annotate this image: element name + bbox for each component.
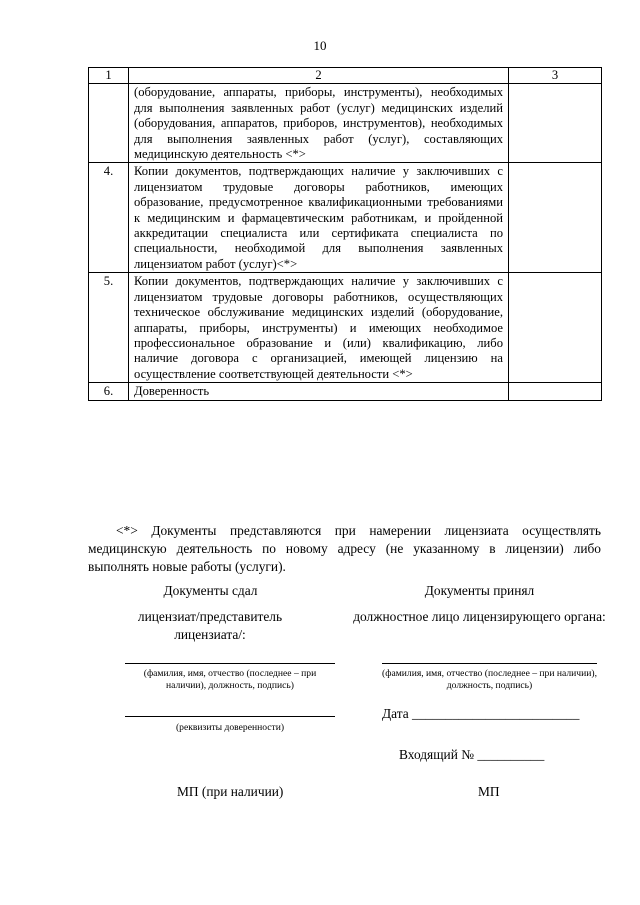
row-number: 6. [89,383,129,400]
row-number: 5. [89,273,129,383]
footnote: <*> Документы представляются при намерении лицензиата осуществлять медицинскую деятельность по новому адресу (не указанному в лицензии) либо выполнять новые работы (услуги). [88,523,601,574]
receiver-signature-line [382,663,597,664]
page-number: 10 [313,38,327,53]
submitter-role: лицензиат/представитель лицензиата/: [137,609,283,642]
row-col3 [509,273,602,383]
table-header-cell: 2 [129,68,509,84]
row-text: Копии документов, подтверждающих наличие у заключивших с лицензиатом трудовые договоры работников, имеющих образование, предусмотренное квалификационными требованиями к медицинским и фармацевтическим работникам, и пройденной аккредитации специалиста или сертификата специалиста по специальности, необходимой для выполнения заявленных лицензиатом работ (услуг)<*> [129,163,509,273]
receiver-role: должностное лицо лицензирующего органа: [353,609,606,624]
row-number [89,84,129,163]
row-col3 [509,383,602,400]
table-row [89,84,602,163]
table-header-cell: 3 [509,68,602,84]
row-number: 4. [89,163,129,273]
table-row [89,383,602,400]
documents-table [88,67,602,401]
submitter-signature-line [125,663,335,664]
row-col3 [509,163,602,273]
proxy-details-line [125,716,335,717]
table-header-cell: 1 [89,68,129,84]
row-text: Копии документов, подтверждающих наличие у заключивших с лицензиатом трудовые договоры работников, осуществляющих техническое обслуживание медицинских изделий (оборудование, аппараты, приборы, инструменты) и имеющих необходимое профессиональное образование и (или) квалификацию, либо наличие договора с организацией, имеющей лицензию на осуществление соответствующей деятельности <*> [129,273,509,383]
date-field: Дата _________________________ [382,706,580,721]
accepted-heading: Документы принял [424,583,535,598]
receiver-name-caption: (фамилия, имя, отчество (последнее – при наличии), должность, подпись) [382,668,597,691]
proxy-caption: (реквизиты доверенности) [175,722,285,733]
submitted-heading: Документы сдал [163,583,258,598]
table-header-row [89,68,602,84]
right-stamp: МП [478,784,500,799]
row-col3 [509,84,602,163]
table-row [89,163,602,273]
submitter-name-caption: (фамилия, имя, отчество (последнее – при наличии), должность, подпись) [143,668,317,691]
incoming-number-field: Входящий № __________ [399,747,545,762]
row-text: Доверенность [129,383,509,400]
row-text: (оборудование, аппараты, приборы, инструменты), необходимых для выполнения заявленных работ (услуг) медицинских изделий (оборудования, аппаратов, приборов, инструментов), необходимых для выполнения заявленных работ (услуг), составляющих медицинскую деятельность <*> [129,84,509,163]
left-stamp: МП (при наличии) [177,784,284,799]
table-row [89,273,602,383]
